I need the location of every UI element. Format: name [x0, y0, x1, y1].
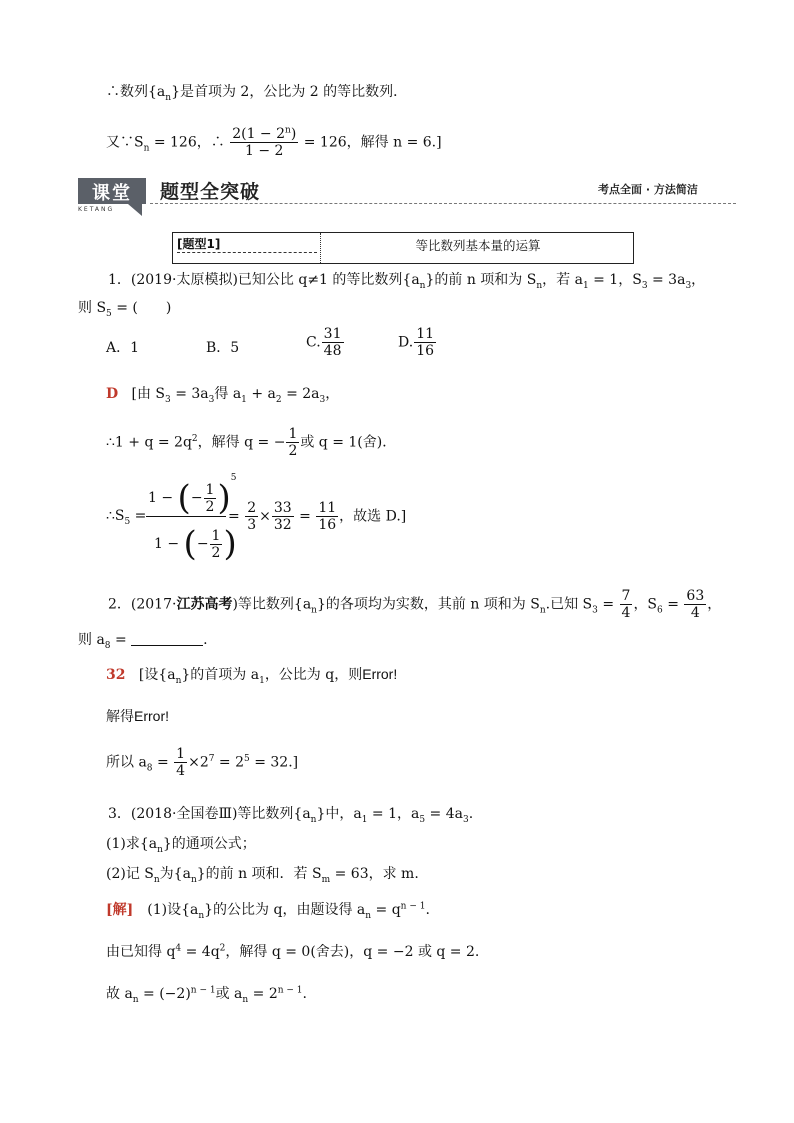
q1-s5-label: $\therefore S_5$ =	[106, 508, 147, 527]
fraction: $\frac{2(1 - 2^n)}{1 - 2}$	[232, 125, 297, 159]
topic-name: 等比数列基本量的运算	[415, 238, 541, 253]
section-badge: 课堂	[78, 178, 146, 204]
q1-solution-line2: ∴1 + $q = 2q^2$，解得 q = − $\frac{1}{2}$ 或 q = 1(舍)．	[106, 426, 397, 459]
q1-answer: D	[106, 386, 119, 402]
q2-stem: 2．(2017·江苏高考)等比数列$\{a_n\}$的各项均为实数，其前 n 项和为 $S_n$.已知 $S_3$ = $\frac{7}{4}$ ，$S_6$ = $\frac{63}{4}$ ，	[108, 588, 722, 621]
q3-solution-tag: [解]	[106, 902, 134, 918]
q1-option-c: C. $\frac{31}{48}$	[306, 326, 342, 359]
q2-solution-line2: 解得Error!	[106, 708, 169, 725]
q2-solution-line1: 32 [设$\{a_n\}$的首项为 $a_1$，公比为 q，则Error!	[106, 666, 398, 686]
text-line-solve-n: 又$\because S_n = 126$，∴ $\frac{2(1 - 2^n)}{1 - 2}$ = 126，解得 n = 6.]	[106, 125, 442, 159]
q3-solution-line1: [解] (1)设$\{a_n\}$的公比为 q，由题设得 $a_n = q^{n - 1}$.	[106, 901, 430, 921]
q2-answer: 32	[106, 667, 126, 683]
q1-stem-line2: 则 $S_5$ = ( )	[78, 300, 172, 319]
q2-solution-line3: 所以 $a_8$ = $\frac{1}{4}$ $\times 2^7 = 2^5 = 32$.]	[106, 746, 299, 779]
topic-separator	[320, 233, 321, 263]
q1-s5-denominator: 1 − (− $\frac{1}{2}$ )	[154, 524, 237, 564]
q3-part1: (1)求$\{a_n\}$的通项公式；	[106, 836, 256, 855]
section-title: 题型全突破	[160, 181, 261, 203]
section-divider	[150, 203, 736, 204]
q2-stem-line2: 则 $a_8$ = .	[78, 632, 208, 651]
q1-solution-line1: D [由 $S_3 = 3a_3$得 $a_1 + a_2 = 2a_3$，	[106, 386, 340, 405]
badge-decoration	[128, 204, 142, 216]
q1-option-d: D. $\frac{11}{16}$	[398, 326, 435, 359]
q1-option-a: A．1	[106, 340, 140, 356]
topic-label: [题型1]	[177, 235, 317, 253]
section-slogan: 考点全面 · 方法简洁	[598, 183, 698, 196]
q1-stem: 1．(2019·太原模拟)已知公比 q≠1 的等比数列$\{a_n\}$的前 n 项和为 $S_n$，若 $a_1 = 1$，$S_3 = 3a_3$，	[108, 272, 706, 291]
text-line-conclusion: ∴数列$\{a_n\}$是首项为 2，公比为 2 的等比数列．	[106, 84, 408, 103]
q3-part2: (2)记 $S_n$为$\{a_n\}$的前 n 项和．若 $S_m = 63$，求 m.	[106, 866, 419, 885]
q3-solution-line3: 故 $a_n = (-2)^{n - 1}$或 $a_n = 2^{n - 1}$.	[106, 985, 307, 1005]
q1-s5-fraction-bar	[146, 516, 226, 517]
answer-blank	[131, 631, 203, 646]
topic-type-box	[172, 232, 634, 264]
q3-stem: 3．(2018·全国卷Ⅲ)等比数列$\{a_n\}$中，$a_1 = 1$，$a_5 = 4a_3$.	[108, 806, 474, 825]
q1-option-b: B．5	[206, 340, 240, 356]
q1-s5-numerator: 1 − (− $\frac{1}{2}$ )$^5$	[148, 473, 237, 518]
q1-s5-result: = $\frac{2}{3}$ × $\frac{33}{32}$ = $\frac{11}{16}$ ，故选 D.]	[228, 500, 407, 533]
q3-solution-line2: 由已知得 $q^4 = 4q^2$，解得 q = 0(舍去)，q = −2 或 q = 2.	[106, 943, 480, 960]
section-badge-sub: KETANG	[78, 206, 115, 213]
